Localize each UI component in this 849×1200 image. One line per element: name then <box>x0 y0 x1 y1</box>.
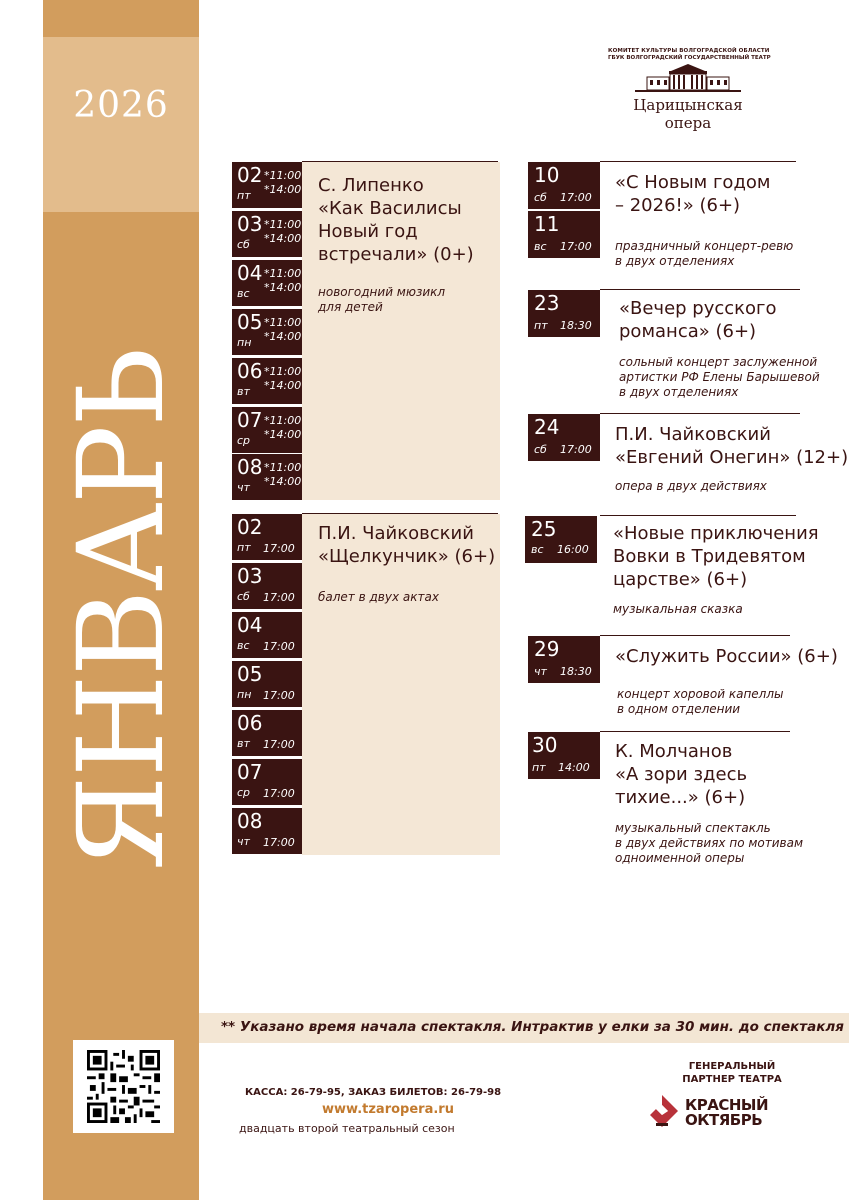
event-divider <box>600 161 796 162</box>
event-divider <box>302 161 498 162</box>
event-title-line: царстве» (6+) <box>613 569 748 590</box>
event-description <box>615 239 793 269</box>
date-number: 05 <box>237 662 263 686</box>
event-title-line: «Служить России» (6+) <box>615 646 838 667</box>
weekday: сб <box>237 238 250 251</box>
event-description <box>617 687 783 717</box>
date-number: 06 <box>237 359 263 383</box>
website-link[interactable]: www.tzaropera.ru <box>322 1102 454 1117</box>
date-box[interactable] <box>528 162 600 209</box>
date-number: 08 <box>237 809 263 833</box>
theatre-logo[interactable] <box>608 48 771 132</box>
event-description <box>615 821 803 866</box>
weekday: вт <box>237 737 250 750</box>
partner-line: ПАРТНЕР ТЕАТРА <box>682 1074 782 1085</box>
date-number: 03 <box>237 564 263 588</box>
event-title-line: Новый год <box>318 221 418 242</box>
time: 17:00 <box>560 191 592 204</box>
time: 17:00 <box>560 443 592 456</box>
sponsor-name-line: ОКТЯБРЬ <box>685 1111 763 1129</box>
event-title-line: «Как Василисы <box>318 198 462 219</box>
weekday: вс <box>534 240 547 253</box>
time: 18:30 <box>560 319 592 332</box>
weekday: сб <box>534 191 547 204</box>
logo-institution-text: ГБУК ВОЛГОГРАДСКИЙ ГОСУДАРСТВЕННЫЙ ТЕАТР <box>608 55 771 61</box>
weekday: ср <box>237 434 251 447</box>
date-box[interactable] <box>528 732 600 779</box>
event-description <box>619 355 820 400</box>
time-1: *11:00 <box>264 414 302 427</box>
time-2: *14:00 <box>264 428 302 441</box>
general-partner-label <box>672 1060 792 1086</box>
event-description-line: сольный концерт заслуженной <box>619 355 818 369</box>
season-label: двадцать второй театральный сезон <box>239 1122 455 1135</box>
time-1: *11:00 <box>264 365 302 378</box>
event-description <box>318 285 445 315</box>
sponsor-name[interactable] <box>685 1098 768 1128</box>
weekday: пн <box>237 336 252 349</box>
event-divider <box>600 413 800 414</box>
event-description-line: музыкальный спектакль <box>615 821 771 835</box>
time: 14:00 <box>558 761 590 774</box>
weekday: пт <box>532 761 546 774</box>
time-1: *11:00 <box>264 316 302 329</box>
event-title <box>615 645 838 668</box>
date-box[interactable] <box>232 710 302 756</box>
time: 17:00 <box>263 542 295 555</box>
time: 16:00 <box>557 543 589 556</box>
date-box[interactable] <box>232 309 302 355</box>
time-2: *14:00 <box>264 183 302 196</box>
time: 17:00 <box>263 640 295 653</box>
box-office-phones: КАССА: 26-79-95, ЗАКАЗ БИЛЕТОВ: 26-79-98 <box>245 1087 502 1098</box>
date-number: 03 <box>237 212 263 236</box>
event-description-line: одноименной оперы <box>615 851 745 865</box>
event-title-line: встречали» (0+) <box>318 244 474 265</box>
date-box[interactable] <box>232 808 302 854</box>
weekday: сб <box>534 443 547 456</box>
logo-committee-text: КОМИТЕТ КУЛЬТУРЫ ВОЛГОГРАДСКОЙ ОБЛАСТИ <box>608 48 770 54</box>
event-title-line: П.И. Чайковский <box>615 424 771 445</box>
date-number: 08 <box>237 455 263 479</box>
weekday: пт <box>534 319 548 332</box>
time-2: *14:00 <box>264 475 302 488</box>
logo-name-line2: опера <box>664 114 712 132</box>
date-number: 02 <box>237 163 263 187</box>
date-box[interactable] <box>232 612 302 658</box>
event-description-line: праздничный концерт-ревю <box>615 239 794 253</box>
event-description-line: опера в двух действиях <box>615 479 767 493</box>
weekday: чт <box>237 481 250 494</box>
event-description <box>613 602 743 617</box>
event-title-line: «Вечер русского <box>619 298 777 319</box>
event-description-line: музыкальная сказка <box>613 602 743 616</box>
event-title-line: романса» (6+) <box>619 321 757 342</box>
date-box[interactable] <box>232 211 302 257</box>
date-number: 23 <box>534 291 560 315</box>
date-number: 07 <box>237 760 263 784</box>
date-box[interactable] <box>232 407 302 453</box>
time-2: *14:00 <box>264 232 302 245</box>
event-title-line: – 2026!» (6+) <box>615 195 741 216</box>
date-number: 25 <box>531 517 557 541</box>
time-1: *11:00 <box>264 218 302 231</box>
time: 17:00 <box>560 240 592 253</box>
weekday: вс <box>531 543 544 556</box>
date-number: 04 <box>237 613 263 637</box>
weekday: вт <box>237 385 250 398</box>
logo-name-line1: Царицынская <box>633 96 743 114</box>
date-number: 11 <box>534 212 560 236</box>
sponsor-name-line: КРАСНЫЙ <box>685 1096 769 1114</box>
date-number: 29 <box>534 637 560 661</box>
weekday: сб <box>237 590 250 603</box>
sponsor-logo-icon <box>648 1093 682 1133</box>
event-description <box>615 479 767 494</box>
event-title-line: тихие...» (6+) <box>615 787 746 808</box>
event-title <box>318 174 474 266</box>
time: 17:00 <box>263 836 295 849</box>
time: 18:30 <box>560 665 592 678</box>
event-description-line: артистки РФ Елены Барышевой <box>619 370 820 384</box>
event-title <box>318 522 495 568</box>
qr-code[interactable] <box>73 1040 174 1133</box>
month-title: ЯНВАРЬ <box>52 349 190 871</box>
event-description <box>318 590 439 605</box>
weekday: чт <box>237 835 250 848</box>
partner-line: ГЕНЕРАЛЬНЫЙ <box>688 1061 776 1072</box>
date-box[interactable] <box>232 454 302 500</box>
date-number: 05 <box>237 310 263 334</box>
event-description-line: в двух отделениях <box>619 385 739 399</box>
time: 17:00 <box>263 738 295 751</box>
date-number: 24 <box>534 415 560 439</box>
event-divider <box>600 515 796 516</box>
event-divider <box>302 513 498 514</box>
date-box[interactable] <box>232 661 302 707</box>
event-description-line: балет в двух актах <box>318 590 439 604</box>
time: 17:00 <box>263 787 295 800</box>
time-2: *14:00 <box>264 379 302 392</box>
date-box[interactable] <box>232 260 302 306</box>
event-title <box>615 171 770 217</box>
footnote: ** Указано время начала спектакля. Интрактив у елки за 30 мин. до спектакля <box>221 1019 844 1035</box>
event-divider <box>600 289 800 290</box>
time-2: *14:00 <box>264 281 302 294</box>
event-title-line: «А зори здесь <box>615 764 748 785</box>
event-title <box>619 297 777 343</box>
event-divider <box>600 731 790 732</box>
date-box[interactable] <box>232 759 302 805</box>
time: 17:00 <box>263 591 295 604</box>
time-1: *11:00 <box>264 267 302 280</box>
date-box[interactable] <box>232 514 302 560</box>
date-number: 10 <box>534 163 560 187</box>
date-number: 07 <box>237 408 263 432</box>
time-1: *11:00 <box>264 461 302 474</box>
event-title-line: С. Липенко <box>318 175 424 196</box>
date-box[interactable] <box>528 290 600 337</box>
weekday: ср <box>237 786 251 799</box>
time-2: *14:00 <box>264 330 302 343</box>
event-title-line: «С Новым годом <box>615 172 771 193</box>
weekday: пт <box>237 541 251 554</box>
date-box[interactable] <box>525 516 597 563</box>
theatre-building-icon <box>633 63 743 95</box>
event-description-line: в двух отделениях <box>615 254 735 268</box>
event-description-line: концерт хоровой капеллы <box>617 687 784 701</box>
weekday: пт <box>237 189 251 202</box>
date-number: 06 <box>237 711 263 735</box>
date-number: 04 <box>237 261 263 285</box>
time: 17:00 <box>263 689 295 702</box>
weekday: чт <box>534 665 547 678</box>
time-1: *11:00 <box>264 169 302 182</box>
weekday: вс <box>237 287 250 300</box>
event-title <box>613 522 819 591</box>
event-title-line: К. Молчанов <box>615 741 733 762</box>
event-title-line: Вовки в Тридевятом <box>613 546 806 567</box>
event-title <box>615 423 848 469</box>
event-description-line: в двух действиях по мотивам <box>615 836 804 850</box>
event-description-line: для детей <box>318 300 383 314</box>
weekday: вс <box>237 639 250 652</box>
event-title-line: П.И. Чайковский <box>318 523 474 544</box>
event-description-line: в одном отделении <box>617 702 741 716</box>
qr-code-icon <box>87 1049 160 1124</box>
date-box[interactable] <box>528 414 600 461</box>
event-divider <box>600 635 790 636</box>
date-box[interactable] <box>528 211 600 258</box>
event-description-line: новогодний мюзикл <box>318 285 446 299</box>
date-box[interactable] <box>528 636 600 683</box>
event-title-line: «Евгений Онегин» (12+) <box>615 447 849 468</box>
date-box[interactable] <box>232 162 302 208</box>
year-label: 2026 <box>73 85 169 126</box>
event-title-line: «Щелкунчик» (6+) <box>318 546 496 567</box>
event-title <box>615 740 747 809</box>
date-box[interactable] <box>232 563 302 609</box>
weekday: пн <box>237 688 252 701</box>
date-box[interactable] <box>232 358 302 404</box>
date-number: 30 <box>532 733 558 757</box>
event-title-line: «Новые приключения <box>613 523 819 544</box>
date-number: 02 <box>237 515 263 539</box>
